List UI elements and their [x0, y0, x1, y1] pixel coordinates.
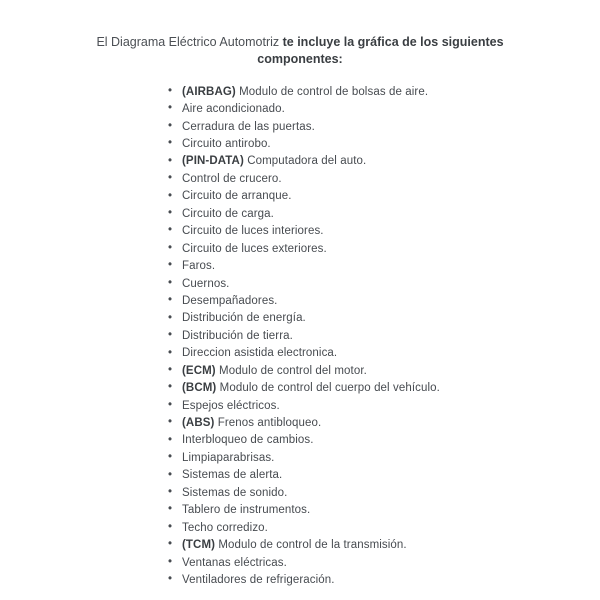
- bullet-icon: •: [168, 294, 173, 307]
- bullet-icon: •: [168, 555, 173, 568]
- list-item-text: [182, 504, 310, 516]
- bullet-icon: •: [168, 363, 173, 376]
- list-item-label: Cerradura de las puertas.: [182, 120, 315, 133]
- bullet-icon: •: [168, 119, 173, 132]
- bullet-icon: •: [168, 486, 173, 499]
- list-item-label: Limpiaparabrisas.: [182, 451, 275, 464]
- list-item-text: [182, 330, 293, 342]
- page-title: [80, 34, 520, 68]
- title-bold-text: te incluye la gráfica de los siguientes: [282, 35, 504, 49]
- list-item: [168, 83, 600, 100]
- list-item: [168, 519, 600, 536]
- list-item: [168, 379, 600, 396]
- list-item-text: [182, 121, 315, 133]
- list-item-text: [182, 190, 292, 202]
- bullet-icon: •: [168, 224, 173, 237]
- list-item: [168, 135, 600, 152]
- list-item: [168, 188, 600, 205]
- list-item: [168, 118, 600, 135]
- list-item-label: Circuito de carga.: [182, 207, 274, 220]
- list-item: [168, 310, 600, 327]
- list-item-label: Circuito de luces interiores.: [182, 225, 324, 238]
- bullet-icon: •: [168, 241, 173, 254]
- bullet-icon: •: [168, 468, 173, 481]
- list-item-label: Faros.: [182, 260, 216, 273]
- list-item-label: Modulo de control de la transmisión.: [215, 539, 407, 552]
- list-item-label: Ventanas eléctricas.: [182, 556, 287, 569]
- list-item-text: [182, 225, 324, 237]
- list-item-text: [182, 86, 428, 98]
- list-item-label: Circuito antirobo.: [182, 138, 271, 151]
- list-item: [168, 432, 600, 449]
- list-item-text: [182, 173, 282, 185]
- list-item-label: Modulo de control del cuerpo del vehículo.: [216, 382, 440, 395]
- bullet-icon: •: [168, 346, 173, 359]
- list-item: [168, 100, 600, 117]
- list-item-text: [182, 260, 215, 272]
- list-item: [168, 397, 600, 414]
- list-item-label: Techo corredizo.: [182, 521, 268, 534]
- list-item-label: Frenos antibloqueo.: [214, 417, 322, 430]
- list-item-label: Distribución de tierra.: [182, 329, 293, 342]
- list-item-label: Tablero de instrumentos.: [182, 504, 311, 517]
- bullet-icon: •: [168, 416, 173, 429]
- list-item: [168, 223, 600, 240]
- list-item-code: (BCM): [182, 382, 217, 395]
- list-item-label: Modulo de control de bolsas de aire.: [235, 85, 429, 98]
- bullet-icon: •: [168, 329, 173, 342]
- title-bold-line2: componentes:: [257, 52, 343, 66]
- list-item-text: [182, 487, 287, 499]
- list-item-text: [182, 278, 229, 290]
- list-item-text: [182, 400, 280, 412]
- list-item: [168, 240, 600, 257]
- list-item-label: Cuernos.: [182, 277, 230, 290]
- bullet-icon: •: [168, 189, 173, 202]
- list-item: [168, 449, 600, 466]
- bullet-icon: •: [168, 259, 173, 272]
- bullet-icon: •: [168, 207, 173, 220]
- list-item-text: [182, 574, 335, 586]
- list-item-text: [182, 417, 321, 429]
- list-item-label: Ventiladores de refrigeración.: [182, 573, 335, 586]
- list-item-code: (AIRBAG): [182, 85, 236, 98]
- list-item-text: [182, 522, 268, 534]
- list-item-text: [182, 208, 274, 220]
- list-item: [168, 362, 600, 379]
- list-item-label: Sistemas de sonido.: [182, 486, 288, 499]
- list-item: [168, 345, 600, 362]
- list-item-text: [182, 365, 367, 377]
- list-item-label: Aire acondicionado.: [182, 103, 285, 116]
- list-item-text: [182, 243, 327, 255]
- bullet-icon: •: [168, 433, 173, 446]
- list-item-text: [182, 382, 440, 394]
- list-item: [168, 414, 600, 431]
- bullet-icon: •: [168, 381, 173, 394]
- bullet-icon: •: [168, 451, 173, 464]
- bullet-icon: •: [168, 311, 173, 324]
- list-item-text: [182, 539, 407, 551]
- list-item-label: Circuito de arranque.: [182, 190, 292, 203]
- list-item: [168, 257, 600, 274]
- bullet-icon: •: [168, 102, 173, 115]
- list-item-text: [182, 155, 366, 167]
- list-item: [168, 484, 600, 501]
- bullet-icon: •: [168, 137, 173, 150]
- bullet-icon: •: [168, 503, 173, 516]
- list-item-text: [182, 138, 271, 150]
- list-item: [168, 502, 600, 519]
- list-item: [168, 275, 600, 292]
- list-item: [168, 536, 600, 553]
- list-item-label: Circuito de luces exteriores.: [182, 242, 327, 255]
- list-item-text: [182, 312, 306, 324]
- list-item-text: [182, 469, 282, 481]
- list-item-text: [182, 557, 287, 569]
- bullet-icon: •: [168, 520, 173, 533]
- list-item: [168, 571, 600, 588]
- list-item-text: [182, 295, 277, 307]
- list-item-code: (ABS): [182, 417, 215, 430]
- component-list: [0, 83, 600, 589]
- list-item-label: Direccion asistida electronica.: [182, 347, 338, 360]
- list-item-code: (TCM): [182, 539, 216, 552]
- list-item-label: Distribución de energía.: [182, 312, 306, 325]
- bullet-icon: •: [168, 276, 173, 289]
- list-item-text: [182, 434, 314, 446]
- list-item-label: Sistemas de alerta.: [182, 469, 283, 482]
- list-item-text: [182, 452, 274, 464]
- list-item: [168, 467, 600, 484]
- list-item-code: (PIN-DATA): [182, 155, 244, 168]
- bullet-icon: •: [168, 154, 173, 167]
- bullet-icon: •: [168, 573, 173, 586]
- list-item-label: Modulo de control del motor.: [215, 364, 367, 377]
- list-item: [168, 292, 600, 309]
- bullet-icon: •: [168, 84, 173, 97]
- list-item: [168, 153, 600, 170]
- list-item-text: [182, 103, 285, 115]
- list-item-label: Interbloqueo de cambios.: [182, 434, 314, 447]
- bullet-icon: •: [168, 172, 173, 185]
- list-item: [168, 170, 600, 187]
- list-item: [168, 554, 600, 571]
- bullet-icon: •: [168, 398, 173, 411]
- list-item: [168, 205, 600, 222]
- list-item-code: (ECM): [182, 364, 216, 377]
- list-item-text: [182, 347, 337, 359]
- list-item-label: Espejos eléctricos.: [182, 399, 280, 412]
- list-item-label: Desempañadores.: [182, 294, 278, 307]
- title-regular-text: El Diagrama Eléctrico Automotriz: [96, 35, 283, 49]
- list-item-label: Computadora del auto.: [243, 155, 367, 168]
- list-item: [168, 327, 600, 344]
- list-item-label: Control de crucero.: [182, 172, 282, 185]
- bullet-icon: •: [168, 538, 173, 551]
